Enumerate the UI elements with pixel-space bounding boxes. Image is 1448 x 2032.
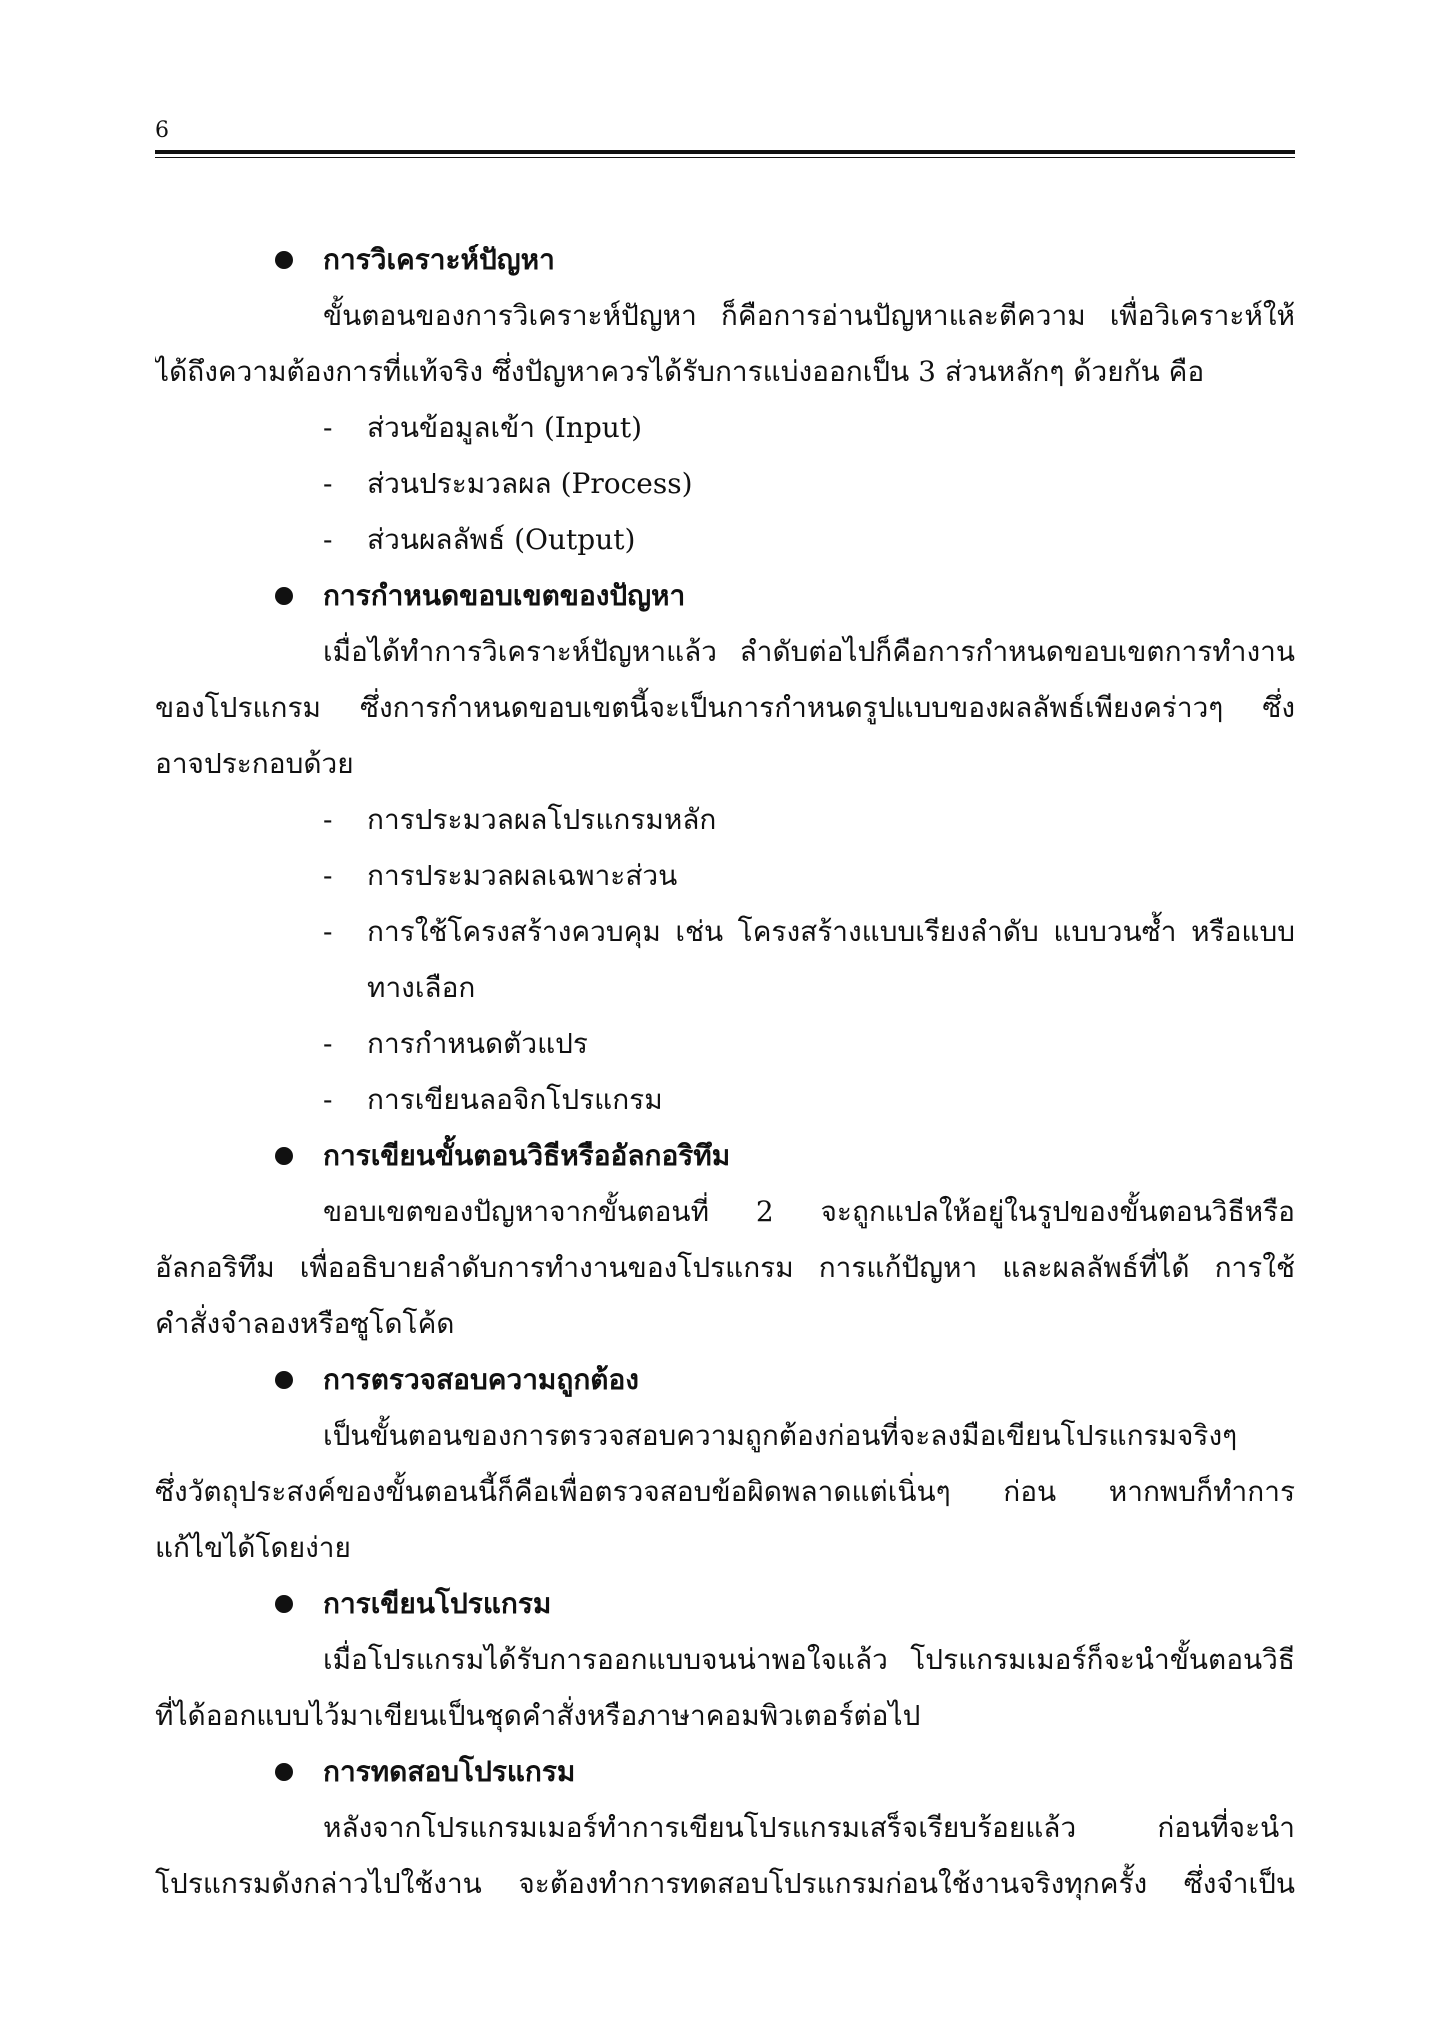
paragraph-line: เมื่อโปรแกรมได้รับการออกแบบจนน่าพอใจแล้ว โปรแกรมเมอร์ก็จะนำขั้นตอนวิธี: [323, 1643, 1295, 1676]
bullet-icon: [275, 1595, 293, 1613]
paragraph-line: ขั้นตอนของการวิเคราะห์ปัญหา ก็คือการอ่านปัญหาและตีความ เพื่อวิเคราะห์ให้: [323, 299, 1295, 332]
section-heading: การเขียนขั้นตอนวิธีหรืออัลกอริทึม: [155, 1128, 1295, 1184]
header-rule-thin: [155, 157, 1295, 158]
paragraph-line: ซึ่งวัตถุประสงค์ของขั้นตอนนี้ก็คือเพื่อตรวจสอบข้อผิดพลาดแต่เนิ่นๆ ก่อน หากพบก็ทำการ: [155, 1475, 1295, 1508]
bullet-icon: [275, 251, 293, 269]
list-item: - ส่วนผลลัพธ์ (Output): [155, 512, 1295, 568]
list-item: - การประมวลผลเฉพาะส่วน: [155, 848, 1295, 904]
paragraph-line: เมื่อได้ทำการวิเคราะห์ปัญหาแล้ว ลำดับต่อไปก็คือการกำหนดขอบเขตการทำงาน: [323, 635, 1295, 668]
dash-icon: -: [323, 915, 333, 948]
dash-icon: -: [323, 467, 333, 500]
bullet-icon: [275, 1371, 293, 1389]
paragraph-line: ของโปรแกรม ซึ่งการกำหนดขอบเขตนี้จะเป็นการกำหนดรูปแบบของผลลัพธ์เพียงคร่าวๆ ซึ่ง: [155, 691, 1295, 724]
section-heading: การเขียนโปรแกรม: [155, 1576, 1295, 1632]
page-number: 6: [155, 118, 169, 143]
dash-icon: -: [323, 859, 333, 892]
paragraph-line: อาจประกอบด้วย: [155, 747, 354, 780]
list-item: - ส่วนประมวลผล (Process): [155, 456, 1295, 512]
section-heading: การตรวจสอบความถูกต้อง: [155, 1352, 1295, 1408]
paragraph-line: ขอบเขตของปัญหาจากขั้นตอนที่ 2 จะถูกแปลให้อยู่ในรูปของขั้นตอนวิธีหรือ: [323, 1195, 1295, 1228]
paragraph-line: โปรแกรมดังกล่าวไปใช้งาน จะต้องทำการทดสอบโปรแกรมก่อนใช้งานจริงทุกครั้ง ซึ่งจำเป็น: [155, 1867, 1295, 1900]
dash-icon: -: [323, 1083, 333, 1116]
list-item: - การเขียนลอจิกโปรแกรม: [155, 1072, 1295, 1128]
bullet-icon: [275, 1147, 293, 1165]
dash-icon: -: [323, 1027, 333, 1060]
section-heading: การทดสอบโปรแกรม: [155, 1744, 1295, 1800]
list-item-continuation: ทางเลือก: [367, 971, 476, 1004]
section-heading: การวิเคราะห์ปัญหา: [155, 232, 1295, 288]
bullet-icon: [275, 1763, 293, 1781]
paragraph-line: คำสั่งจำลองหรือซูโดโค้ด: [155, 1307, 455, 1340]
list-item: - การใช้โครงสร้างควบคุม เช่น โครงสร้างแบบเรียงลำดับ แบบวนซ้ำ หรือแบบ: [155, 904, 1295, 960]
bullet-icon: [275, 587, 293, 605]
list-item: - ส่วนข้อมูลเข้า (Input): [155, 400, 1295, 456]
paragraph-line: อัลกอริทึม เพื่ออธิบายลำดับการทำงานของโปรแกรม การแก้ปัญหา และผลลัพธ์ที่ได้ การใช้: [155, 1251, 1295, 1284]
header-rule: [155, 150, 1295, 154]
paragraph-line: เป็นขั้นตอนของการตรวจสอบความถูกต้องก่อนที่จะลงมือเขียนโปรแกรมจริงๆ: [323, 1419, 1238, 1452]
document-body: [155, 232, 1295, 1912]
list-item: - การประมวลผลโปรแกรมหลัก: [155, 792, 1295, 848]
list-item: - การกำหนดตัวแปร: [155, 1016, 1295, 1072]
dash-icon: -: [323, 411, 333, 444]
dash-icon: -: [323, 523, 333, 556]
section-heading: การกำหนดขอบเขตของปัญหา: [155, 568, 1295, 624]
paragraph-line: หลังจากโปรแกรมเมอร์ทำการเขียนโปรแกรมเสร็จเรียบร้อยแล้ว ก่อนที่จะนำ: [323, 1811, 1295, 1844]
paragraph-line: ที่ได้ออกแบบไว้มาเขียนเป็นชุดคำสั่งหรือภาษาคอมพิวเตอร์ต่อไป: [155, 1699, 921, 1732]
paragraph-line: แก้ไขได้โดยง่าย: [155, 1531, 351, 1564]
dash-icon: -: [323, 803, 333, 836]
paragraph-line: ได้ถึงความต้องการที่แท้จริง ซึ่งปัญหาควรได้รับการแบ่งออกเป็น 3 ส่วนหลักๆ ด้วยกัน คือ: [155, 355, 1205, 388]
